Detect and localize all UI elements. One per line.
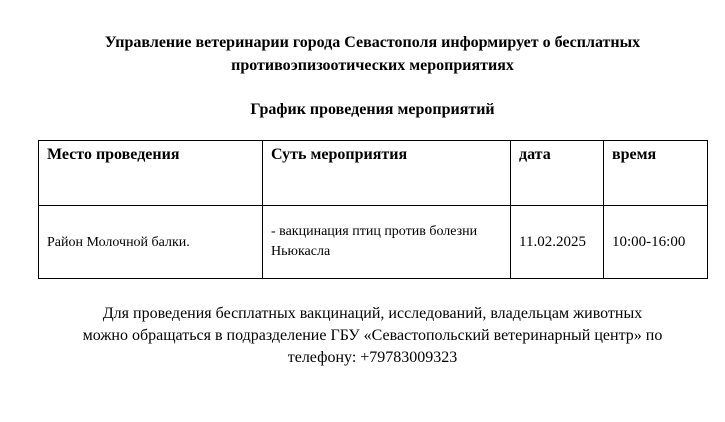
schedule-table <box>38 140 708 279</box>
header-date: дата <box>511 141 604 206</box>
cell-event: - вакцинация птиц против болезни Ньюкасла <box>263 206 511 279</box>
cell-time: 10:00-16:00 <box>604 206 708 279</box>
header-time: время <box>604 141 708 206</box>
header-place: Место проведения <box>39 141 263 206</box>
header-event: Суть мероприятия <box>263 141 511 206</box>
table-header-row <box>39 141 708 206</box>
document-title: Управление ветеринарии города Севастополя информирует о бесплатных противоэпизоотических мероприятиях <box>104 34 641 74</box>
cell-place: Район Молочной балки. <box>39 206 263 279</box>
document-subtitle: График проведения мероприятий <box>250 101 495 118</box>
cell-date: 11.02.2025 <box>511 206 604 279</box>
footer-paragraph: Для проведения бесплатных вакцинаций, исследований, владельцам животных можно обращаться в подразделение ГБУ «Севастопольский ветеринарный центр» по телефону: +79783009323 <box>82 305 663 366</box>
table-row <box>39 206 708 279</box>
document-content <box>38 0 707 369</box>
